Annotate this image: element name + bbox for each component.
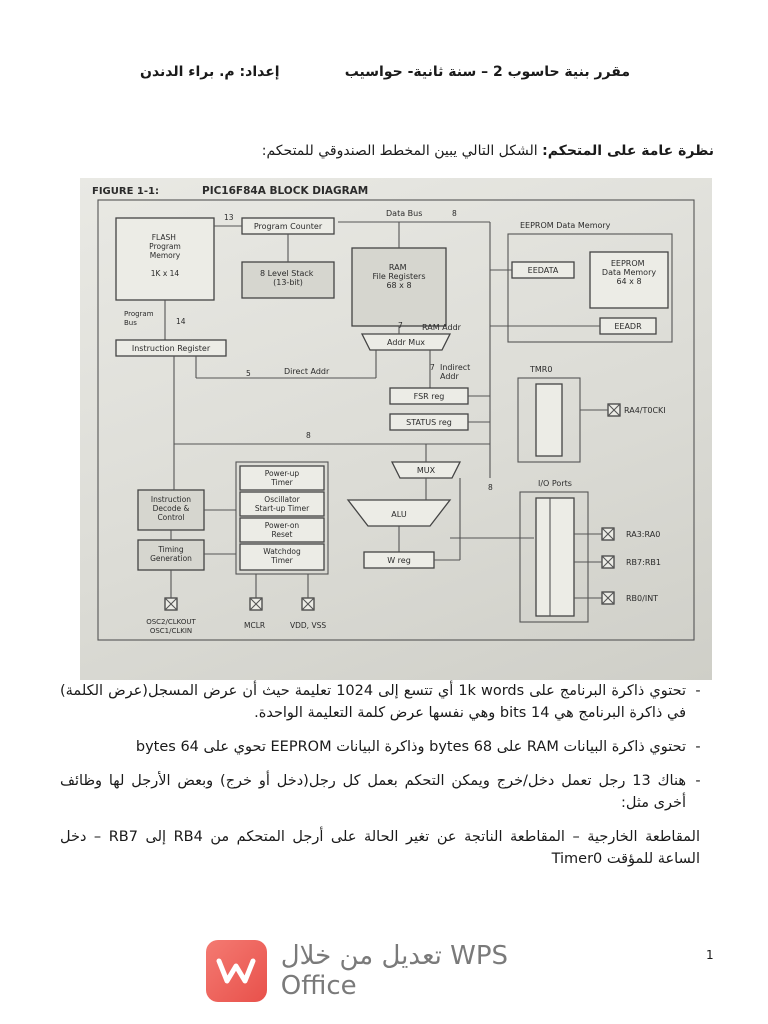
course-title: مقرر بنية حاسوب 2 – سنة ثانية- حواسيب <box>344 64 630 80</box>
bus-width-7b: 7 <box>430 363 435 372</box>
program-counter-label: Program Counter <box>253 222 323 231</box>
eeprom-memory-label: EEPROM Data Memory 64 x 8 <box>601 259 657 286</box>
indirect-addr-label: Indirect Addr <box>440 363 471 381</box>
bus-width-5: 5 <box>246 369 251 378</box>
instruction-register-label: Instruction Register <box>131 344 211 353</box>
timing-generation-label: Timing Generation <box>150 545 192 563</box>
bus-width-8c: 8 <box>488 483 493 492</box>
bus-width-7a: 7 <box>398 321 403 330</box>
ram-addr-label: RAM Addr <box>422 323 461 332</box>
io-ports-register <box>536 498 574 616</box>
addr-mux-label: Addr Mux <box>386 338 426 347</box>
ra30-pin-label: RA3:RA0 <box>626 530 661 539</box>
rb0-pin-label: RB0/INT <box>626 594 659 603</box>
interrupts-paragraph: المقاطعة الخارجية – المقاطعة الناتجة عن تغير الحالة على أرجل المتحكم من RB4 إلى RB7 – دخل الساعة للمؤقت Timer0 <box>60 829 700 867</box>
tmr0-label: TMR0 <box>530 365 553 374</box>
poweron-reset-label: Power-on Reset <box>264 521 300 539</box>
document-header <box>140 64 630 88</box>
watchdog-timer-label: Watchdog Timer <box>263 547 301 565</box>
w-register-label: W reg <box>387 556 411 565</box>
bullet-item-1 <box>60 680 710 724</box>
vdd-pin-label: VDD, VSS <box>290 621 327 630</box>
page-number: 1 <box>706 948 714 962</box>
block-diagram-photo <box>80 178 712 680</box>
intro-heading: نظرة عامة على المتحكم: <box>542 143 714 159</box>
bus-width-8b: 8 <box>306 431 311 440</box>
bullet-marker: - <box>695 739 701 755</box>
wps-logo-icon <box>206 940 267 1002</box>
bullet-text-2: تحتوي ذاكرة البيانات RAM على 68 bytes وذاكرة البيانات EEPROM تحوي على 64 bytes <box>135 739 686 755</box>
wps-watermark <box>206 940 586 1002</box>
eeadr-label: EEADR <box>614 322 642 331</box>
figure-label: FIGURE 1-1: <box>92 186 159 197</box>
ra4-pin-label: RA4/T0CKI <box>624 406 666 415</box>
bullet-marker: - <box>695 683 701 699</box>
mclr-pin-label: MCLR <box>244 621 266 630</box>
intro-line <box>74 140 714 162</box>
io-ports-label: I/O Ports <box>538 479 572 488</box>
eeprom-title: EEPROM Data Memory <box>520 221 611 230</box>
intro-text: الشكل التالي يبين المخطط الصندوقي للمتحكم: <box>261 143 543 159</box>
bullet-text-1: تحتوي ذاكرة البرنامج على 1k words أي تتسع إلى 1024 تعليمة حيث أن عرض المسجل(عرض الكلمة) في ذاكرة البرنامج هي 14 bits وهي نفسها عرض كلمة التعليمة الواحدة. <box>60 683 686 721</box>
tmr0-register <box>536 384 562 456</box>
mux-label: MUX <box>416 466 436 475</box>
diagram-title: PIC16F84A BLOCK DIAGRAM <box>202 185 369 197</box>
fsr-register-label: FSR reg <box>413 392 445 401</box>
direct-addr-label: Direct Addr <box>284 367 330 376</box>
bullet-list <box>60 680 710 870</box>
flash-memory-label: FLASH Program Memory 1K x 14 <box>149 233 181 278</box>
pic16f84a-block-diagram <box>80 178 712 680</box>
osc-pin-label: OSC2/CLKOUT OSC1/CLKIN <box>146 618 196 635</box>
bullet-item-3 <box>60 770 710 814</box>
bullet-item-2 <box>60 736 710 758</box>
bus-width-8: 8 <box>452 209 457 218</box>
bus-width-13: 13 <box>224 213 234 222</box>
bullet-marker: - <box>695 773 701 789</box>
wps-watermark-text: تعديل من خلال WPS Office <box>280 941 508 1001</box>
data-bus-label: Data Bus <box>386 209 423 218</box>
bus-width-14: 14 <box>176 317 186 326</box>
bullet-text-3: هناك 13 رجل تعمل دخل/خرج ويمكن التحكم بعمل كل رجل(دخل أو خرج) وبعض الأرجل لها وظائف أخرى مثل: <box>60 773 686 811</box>
eedata-label: EEDATA <box>527 266 559 275</box>
powerup-timer-label: Power-up Timer <box>264 469 300 487</box>
status-register-label: STATUS reg <box>406 418 452 427</box>
author-line: إعداد: م. براء الدندن <box>140 64 280 80</box>
program-bus-label: Program Bus <box>124 310 154 327</box>
alu-label: ALU <box>391 510 407 519</box>
ram-label: RAM File Registers 68 x 8 <box>372 263 426 290</box>
stack-label: 8 Level Stack (13-bit) <box>260 269 314 287</box>
rb71-pin-label: RB7:RB1 <box>626 558 661 567</box>
instruction-decode-label: Instruction Decode & Control <box>150 495 192 522</box>
oscillator-startup-label: Oscillator Start-up Timer <box>254 495 310 513</box>
